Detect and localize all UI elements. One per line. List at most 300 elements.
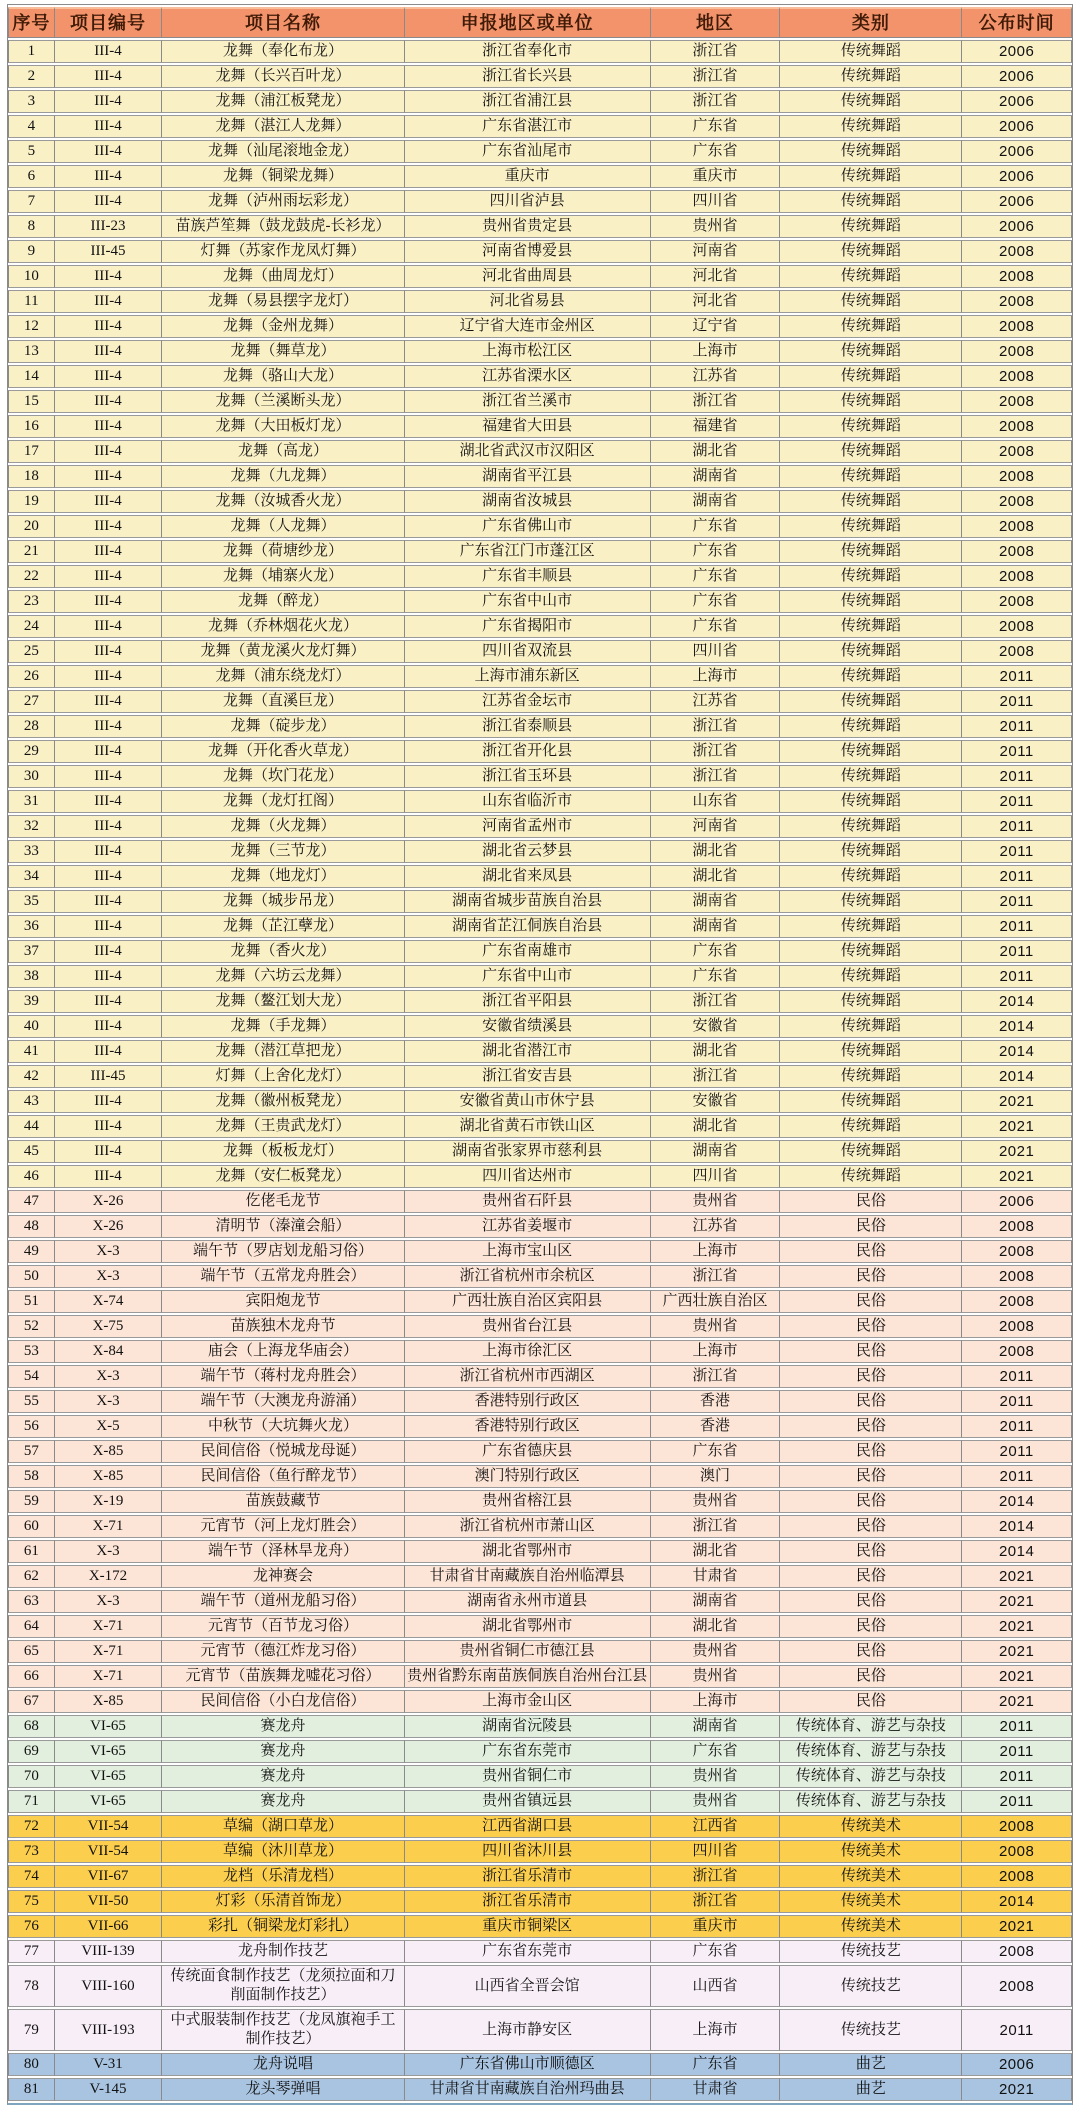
cell-id: III-4 (54, 840, 161, 863)
cell-region: 广东省 (650, 140, 780, 163)
cell-seq: 25 (8, 640, 54, 663)
table-row (8, 690, 1072, 713)
cell-year: 2011 (961, 665, 1072, 688)
cell-id: III-4 (54, 615, 161, 638)
cell-seq: 68 (8, 1715, 54, 1738)
cell-name: 龙舞（兰溪断头龙） (161, 390, 404, 413)
cell-region: 浙江省 (650, 765, 780, 788)
cell-id: III-4 (54, 465, 161, 488)
table-row (8, 465, 1072, 488)
cell-unit: 山西省全晋会馆 (404, 1965, 650, 2007)
cell-seq: 80 (8, 2053, 54, 2076)
table-row (8, 340, 1072, 363)
cell-region: 广东省 (650, 540, 780, 563)
cell-unit: 四川省双流县 (404, 640, 650, 663)
cell-id: VIII-139 (54, 1940, 161, 1963)
cell-seq: 19 (8, 490, 54, 513)
cell-seq: 54 (8, 1365, 54, 1388)
cell-category: 传统舞蹈 (779, 865, 961, 888)
cell-seq: 67 (8, 1690, 54, 1713)
cell-year: 2021 (961, 1640, 1072, 1663)
cell-seq: 41 (8, 1040, 54, 1063)
cell-id: III-4 (54, 815, 161, 838)
cell-id: X-19 (54, 1490, 161, 1513)
cell-unit: 浙江省杭州市西湖区 (404, 1365, 650, 1388)
cell-name: 龙舞（骆山大龙） (161, 365, 404, 388)
cell-seq: 4 (8, 115, 54, 138)
cell-region: 浙江省 (650, 1890, 780, 1913)
cell-name: 龙舞（长兴百叶龙） (161, 65, 404, 88)
table-row (8, 565, 1072, 588)
cell-region: 江苏省 (650, 1215, 780, 1238)
cell-name: 龙神赛会 (161, 1565, 404, 1588)
cell-category: 传统舞蹈 (779, 1165, 961, 1188)
table-row (8, 1715, 1072, 1738)
cell-name: 龙档（乐清龙档） (161, 1865, 404, 1888)
cell-year: 2008 (961, 640, 1072, 663)
cell-category: 传统舞蹈 (779, 1065, 961, 1088)
cell-name: 龙舞（舞草龙） (161, 340, 404, 363)
cell-unit: 浙江省玉环县 (404, 765, 650, 788)
cell-year: 2008 (961, 315, 1072, 338)
cell-region: 上海市 (650, 1690, 780, 1713)
cell-region: 安徽省 (650, 1015, 780, 1038)
cell-year: 2011 (961, 2009, 1072, 2051)
table-row (8, 1290, 1072, 1313)
cell-category: 传统舞蹈 (779, 1140, 961, 1163)
cell-region: 广东省 (650, 615, 780, 638)
table-row (8, 1065, 1072, 1088)
cell-category: 民俗 (779, 1490, 961, 1513)
cell-category: 曲艺 (779, 2053, 961, 2076)
cell-category: 传统舞蹈 (779, 1115, 961, 1138)
cell-region: 辽宁省 (650, 315, 780, 338)
header-region: 地区 (650, 7, 780, 38)
cell-year: 2008 (961, 1840, 1072, 1863)
cell-seq: 5 (8, 140, 54, 163)
cell-year: 2011 (961, 1715, 1072, 1738)
cell-name: 龙舟制作技艺 (161, 1940, 404, 1963)
cell-category: 传统舞蹈 (779, 890, 961, 913)
cell-year: 2008 (961, 465, 1072, 488)
cell-year: 2014 (961, 1515, 1072, 1538)
cell-year: 2011 (961, 715, 1072, 738)
cell-seq: 59 (8, 1490, 54, 1513)
heritage-table (7, 4, 1073, 2105)
cell-year: 2008 (961, 1265, 1072, 1288)
table-header (8, 7, 1072, 38)
cell-seq: 66 (8, 1665, 54, 1688)
cell-category: 传统舞蹈 (779, 390, 961, 413)
cell-region: 贵州省 (650, 1315, 780, 1338)
cell-name: 彩扎（铜梁龙灯彩扎） (161, 1915, 404, 1938)
cell-seq: 72 (8, 1815, 54, 1838)
cell-region: 福建省 (650, 415, 780, 438)
cell-year: 2008 (961, 1340, 1072, 1363)
cell-id: X-85 (54, 1690, 161, 1713)
header-category: 类别 (779, 7, 961, 38)
cell-name: 赛龙舟 (161, 1740, 404, 1763)
table-body (8, 40, 1072, 2101)
cell-seq: 10 (8, 265, 54, 288)
cell-unit: 安徽省黄山市休宁县 (404, 1090, 650, 1113)
table-row (8, 1615, 1072, 1638)
cell-unit: 上海市宝山区 (404, 1240, 650, 1263)
cell-unit: 浙江省浦江县 (404, 90, 650, 113)
table-row (8, 265, 1072, 288)
cell-seq: 73 (8, 1840, 54, 1863)
cell-unit: 辽宁省大连市金州区 (404, 315, 650, 338)
cell-unit: 甘肃省甘南藏族自治州临潭县 (404, 1565, 650, 1588)
cell-region: 贵州省 (650, 215, 780, 238)
cell-region: 江西省 (650, 1815, 780, 1838)
cell-name: 端午节（五常龙舟胜会） (161, 1265, 404, 1288)
cell-seq: 38 (8, 965, 54, 988)
cell-year: 2008 (961, 540, 1072, 563)
cell-region: 山西省 (650, 1965, 780, 2007)
cell-seq: 24 (8, 615, 54, 638)
table-row (8, 1340, 1072, 1363)
cell-name: 龙舞（香火龙） (161, 940, 404, 963)
table-row (8, 90, 1072, 113)
cell-year: 2008 (961, 415, 1072, 438)
cell-category: 传统舞蹈 (779, 90, 961, 113)
cell-seq: 65 (8, 1640, 54, 1663)
table-row (8, 640, 1072, 663)
cell-name: 龙舞（龙灯扛阁） (161, 790, 404, 813)
cell-seq: 40 (8, 1015, 54, 1038)
cell-name: 龙头琴弹唱 (161, 2078, 404, 2101)
cell-name: 清明节（溱潼会船） (161, 1215, 404, 1238)
cell-id: X-71 (54, 1665, 161, 1688)
cell-name: 赛龙舟 (161, 1790, 404, 1813)
cell-year: 2006 (961, 40, 1072, 63)
cell-seq: 13 (8, 340, 54, 363)
cell-region: 湖北省 (650, 440, 780, 463)
cell-unit: 四川省达州市 (404, 1165, 650, 1188)
cell-unit: 江西省湖口县 (404, 1815, 650, 1838)
table-row (8, 1365, 1072, 1388)
cell-year: 2014 (961, 1890, 1072, 1913)
cell-id: VIII-193 (54, 2009, 161, 2051)
cell-unit: 广东省中山市 (404, 965, 650, 988)
cell-year: 2008 (961, 615, 1072, 638)
cell-seq: 56 (8, 1415, 54, 1438)
table-row (8, 1940, 1072, 1963)
cell-year: 2014 (961, 1490, 1072, 1513)
cell-id: III-4 (54, 965, 161, 988)
cell-region: 上海市 (650, 1240, 780, 1263)
cell-name: 民间信俗（悦城龙母诞） (161, 1440, 404, 1463)
cell-id: III-4 (54, 365, 161, 388)
table-row (8, 1415, 1072, 1438)
cell-seq: 60 (8, 1515, 54, 1538)
cell-name: 龙舞（芷江孽龙） (161, 915, 404, 938)
cell-unit: 湖南省芷江侗族自治县 (404, 915, 650, 938)
table-row (8, 1740, 1072, 1763)
cell-seq: 74 (8, 1865, 54, 1888)
table-row (8, 1640, 1072, 1663)
cell-year: 2011 (961, 1740, 1072, 1763)
table-row (8, 715, 1072, 738)
cell-id: III-4 (54, 665, 161, 688)
cell-unit: 湖北省来凤县 (404, 865, 650, 888)
cell-category: 传统舞蹈 (779, 140, 961, 163)
cell-year: 2014 (961, 1065, 1072, 1088)
cell-year: 2008 (961, 365, 1072, 388)
cell-year: 2011 (961, 790, 1072, 813)
cell-year: 2011 (961, 865, 1072, 888)
cell-year: 2021 (961, 1615, 1072, 1638)
cell-unit: 贵州省铜仁市 (404, 1765, 650, 1788)
cell-region: 贵州省 (650, 1765, 780, 1788)
table-row (8, 115, 1072, 138)
cell-seq: 12 (8, 315, 54, 338)
cell-region: 湖北省 (650, 1115, 780, 1138)
cell-unit: 澳门特别行政区 (404, 1465, 650, 1488)
cell-seq: 7 (8, 190, 54, 213)
cell-region: 湖南省 (650, 1140, 780, 1163)
cell-category: 传统舞蹈 (779, 1040, 961, 1063)
cell-year: 2014 (961, 990, 1072, 1013)
cell-year: 2014 (961, 1040, 1072, 1063)
cell-region: 湖南省 (650, 890, 780, 913)
cell-name: 龙舞（铜梁龙舞） (161, 165, 404, 188)
cell-name: 龙舞（安仁板凳龙） (161, 1165, 404, 1188)
cell-year: 2021 (961, 1090, 1072, 1113)
cell-region: 浙江省 (650, 1865, 780, 1888)
cell-year: 2011 (961, 1440, 1072, 1463)
cell-id: X-71 (54, 1515, 161, 1538)
cell-unit: 贵州省石阡县 (404, 1190, 650, 1213)
cell-category: 传统舞蹈 (779, 640, 961, 663)
cell-seq: 43 (8, 1090, 54, 1113)
cell-id: X-84 (54, 1340, 161, 1363)
cell-unit: 贵州省镇远县 (404, 1790, 650, 1813)
cell-category: 民俗 (779, 1615, 961, 1638)
cell-region: 湖南省 (650, 1590, 780, 1613)
cell-region: 四川省 (650, 1840, 780, 1863)
cell-category: 民俗 (779, 1665, 961, 1688)
cell-id: X-71 (54, 1640, 161, 1663)
table-row (8, 1565, 1072, 1588)
cell-seq: 79 (8, 2009, 54, 2051)
cell-name: 龙舞（乔林烟花火龙） (161, 615, 404, 638)
cell-unit: 浙江省乐清市 (404, 1890, 650, 1913)
cell-id: X-26 (54, 1190, 161, 1213)
cell-category: 传统舞蹈 (779, 840, 961, 863)
cell-region: 广东省 (650, 965, 780, 988)
cell-unit: 重庆市铜梁区 (404, 1915, 650, 1938)
cell-region: 浙江省 (650, 740, 780, 763)
cell-year: 2011 (961, 1415, 1072, 1438)
cell-category: 传统舞蹈 (779, 540, 961, 563)
cell-unit: 广东省汕尾市 (404, 140, 650, 163)
cell-unit: 浙江省兰溪市 (404, 390, 650, 413)
cell-category: 传统体育、游艺与杂技 (779, 1715, 961, 1738)
table-row (8, 1140, 1072, 1163)
cell-seq: 33 (8, 840, 54, 863)
cell-region: 湖北省 (650, 865, 780, 888)
cell-id: X-3 (54, 1365, 161, 1388)
cell-seq: 57 (8, 1440, 54, 1463)
table-row (8, 140, 1072, 163)
cell-name: 民间信俗（鱼行醉龙节） (161, 1465, 404, 1488)
cell-region: 四川省 (650, 1165, 780, 1188)
table-row (8, 390, 1072, 413)
cell-name: 龙舞（火龙舞） (161, 815, 404, 838)
cell-region: 山东省 (650, 790, 780, 813)
cell-unit: 香港特别行政区 (404, 1390, 650, 1413)
cell-category: 传统技艺 (779, 1940, 961, 1963)
table-row (8, 1540, 1072, 1563)
cell-name: 龙舞（浦江板凳龙） (161, 90, 404, 113)
cell-id: VIII-160 (54, 1965, 161, 2007)
cell-id: III-4 (54, 1115, 161, 1138)
cell-id: X-3 (54, 1390, 161, 1413)
cell-id: III-4 (54, 315, 161, 338)
cell-unit: 广东省佛山市 (404, 515, 650, 538)
cell-category: 传统舞蹈 (779, 565, 961, 588)
cell-category: 传统舞蹈 (779, 940, 961, 963)
cell-unit: 湖南省平江县 (404, 465, 650, 488)
cell-seq: 18 (8, 465, 54, 488)
cell-region: 广东省 (650, 940, 780, 963)
cell-unit: 广东省东莞市 (404, 1740, 650, 1763)
cell-name: 龙舞（汝城香火龙） (161, 490, 404, 513)
cell-seq: 27 (8, 690, 54, 713)
cell-name: 龙舞（易县摆字龙灯） (161, 290, 404, 313)
cell-unit: 贵州省铜仁市德江县 (404, 1640, 650, 1663)
cell-id: III-4 (54, 865, 161, 888)
cell-category: 传统舞蹈 (779, 1090, 961, 1113)
cell-category: 传统美术 (779, 1815, 961, 1838)
cell-seq: 70 (8, 1765, 54, 1788)
cell-category: 传统舞蹈 (779, 1015, 961, 1038)
cell-unit: 上海市浦东新区 (404, 665, 650, 688)
cell-category: 民俗 (779, 1215, 961, 1238)
cell-id: III-4 (54, 115, 161, 138)
cell-year: 2008 (961, 1215, 1072, 1238)
cell-unit: 江苏省姜堰市 (404, 1215, 650, 1238)
cell-unit: 贵州省榕江县 (404, 1490, 650, 1513)
cell-category: 传统舞蹈 (779, 240, 961, 263)
cell-name: 端午节（罗店划龙船习俗） (161, 1240, 404, 1263)
cell-category: 传统舞蹈 (779, 990, 961, 1013)
cell-name: 龙舞（曲周龙灯） (161, 265, 404, 288)
cell-seq: 45 (8, 1140, 54, 1163)
cell-region: 重庆市 (650, 1915, 780, 1938)
cell-year: 2011 (961, 1790, 1072, 1813)
cell-id: III-4 (54, 190, 161, 213)
cell-category: 民俗 (779, 1690, 961, 1713)
cell-name: 草编（湖口草龙） (161, 1815, 404, 1838)
cell-region: 河南省 (650, 815, 780, 838)
cell-seq: 3 (8, 90, 54, 113)
cell-year: 2008 (961, 1865, 1072, 1888)
cell-year: 2008 (961, 1315, 1072, 1338)
cell-name: 龙舞（金州龙舞） (161, 315, 404, 338)
table-row (8, 190, 1072, 213)
cell-name: 龙舞（城步吊龙） (161, 890, 404, 913)
cell-id: X-3 (54, 1540, 161, 1563)
cell-category: 传统舞蹈 (779, 265, 961, 288)
table-row (8, 1890, 1072, 1913)
cell-category: 民俗 (779, 1440, 961, 1463)
cell-id: X-71 (54, 1615, 161, 1638)
cell-name: 龙舞（埔寨火龙） (161, 565, 404, 588)
cell-category: 民俗 (779, 1540, 961, 1563)
cell-unit: 浙江省长兴县 (404, 65, 650, 88)
cell-id: III-4 (54, 440, 161, 463)
cell-unit: 广东省江门市蓬江区 (404, 540, 650, 563)
table-row (8, 315, 1072, 338)
cell-year: 2008 (961, 440, 1072, 463)
cell-seq: 39 (8, 990, 54, 1013)
cell-unit: 浙江省杭州市余杭区 (404, 1265, 650, 1288)
cell-year: 2006 (961, 115, 1072, 138)
cell-region: 贵州省 (650, 1190, 780, 1213)
cell-name: 龙舞（荷塘纱龙） (161, 540, 404, 563)
cell-unit: 福建省大田县 (404, 415, 650, 438)
cell-unit: 甘肃省甘南藏族自治州玛曲县 (404, 2078, 650, 2101)
cell-region: 湖北省 (650, 840, 780, 863)
cell-region: 甘肃省 (650, 1565, 780, 1588)
cell-name: 端午节（蒋村龙舟胜会） (161, 1365, 404, 1388)
cell-category: 民俗 (779, 1590, 961, 1613)
cell-seq: 30 (8, 765, 54, 788)
cell-region: 浙江省 (650, 390, 780, 413)
cell-category: 传统舞蹈 (779, 740, 961, 763)
cell-category: 传统舞蹈 (779, 415, 961, 438)
cell-name: 龙舞（徽州板凳龙） (161, 1090, 404, 1113)
cell-category: 民俗 (779, 1415, 961, 1438)
table-row (8, 1465, 1072, 1488)
cell-category: 传统舞蹈 (779, 340, 961, 363)
cell-id: III-4 (54, 690, 161, 713)
cell-year: 2008 (961, 340, 1072, 363)
cell-id: VI-65 (54, 1740, 161, 1763)
cell-unit: 河北省曲周县 (404, 265, 650, 288)
cell-name: 中式服装制作技艺（龙凤旗袍手工制作技艺） (161, 2009, 404, 2051)
cell-name: 龙舞（大田板灯龙） (161, 415, 404, 438)
cell-category: 传统美术 (779, 1915, 961, 1938)
cell-seq: 22 (8, 565, 54, 588)
cell-unit: 湖北省鄂州市 (404, 1615, 650, 1638)
cell-name: 龙舞（地龙灯） (161, 865, 404, 888)
cell-seq: 61 (8, 1540, 54, 1563)
cell-name: 龙舞（六坊云龙舞） (161, 965, 404, 988)
cell-name: 龙舞（王贵武龙灯） (161, 1115, 404, 1138)
cell-year: 2011 (961, 915, 1072, 938)
cell-region: 浙江省 (650, 1515, 780, 1538)
cell-year: 2008 (961, 565, 1072, 588)
table-row (8, 990, 1072, 1013)
cell-year: 2008 (961, 590, 1072, 613)
header-row (8, 7, 1072, 38)
cell-region: 浙江省 (650, 40, 780, 63)
cell-id: III-4 (54, 40, 161, 63)
cell-seq: 75 (8, 1890, 54, 1913)
cell-category: 传统舞蹈 (779, 490, 961, 513)
cell-name: 龙舞（黄龙溪火龙灯舞） (161, 640, 404, 663)
cell-seq: 20 (8, 515, 54, 538)
header-seq: 序号 (8, 7, 54, 38)
cell-id: X-26 (54, 1215, 161, 1238)
cell-id: X-3 (54, 1240, 161, 1263)
cell-unit: 安徽省绩溪县 (404, 1015, 650, 1038)
cell-name: 龙舞（湛江人龙舞） (161, 115, 404, 138)
